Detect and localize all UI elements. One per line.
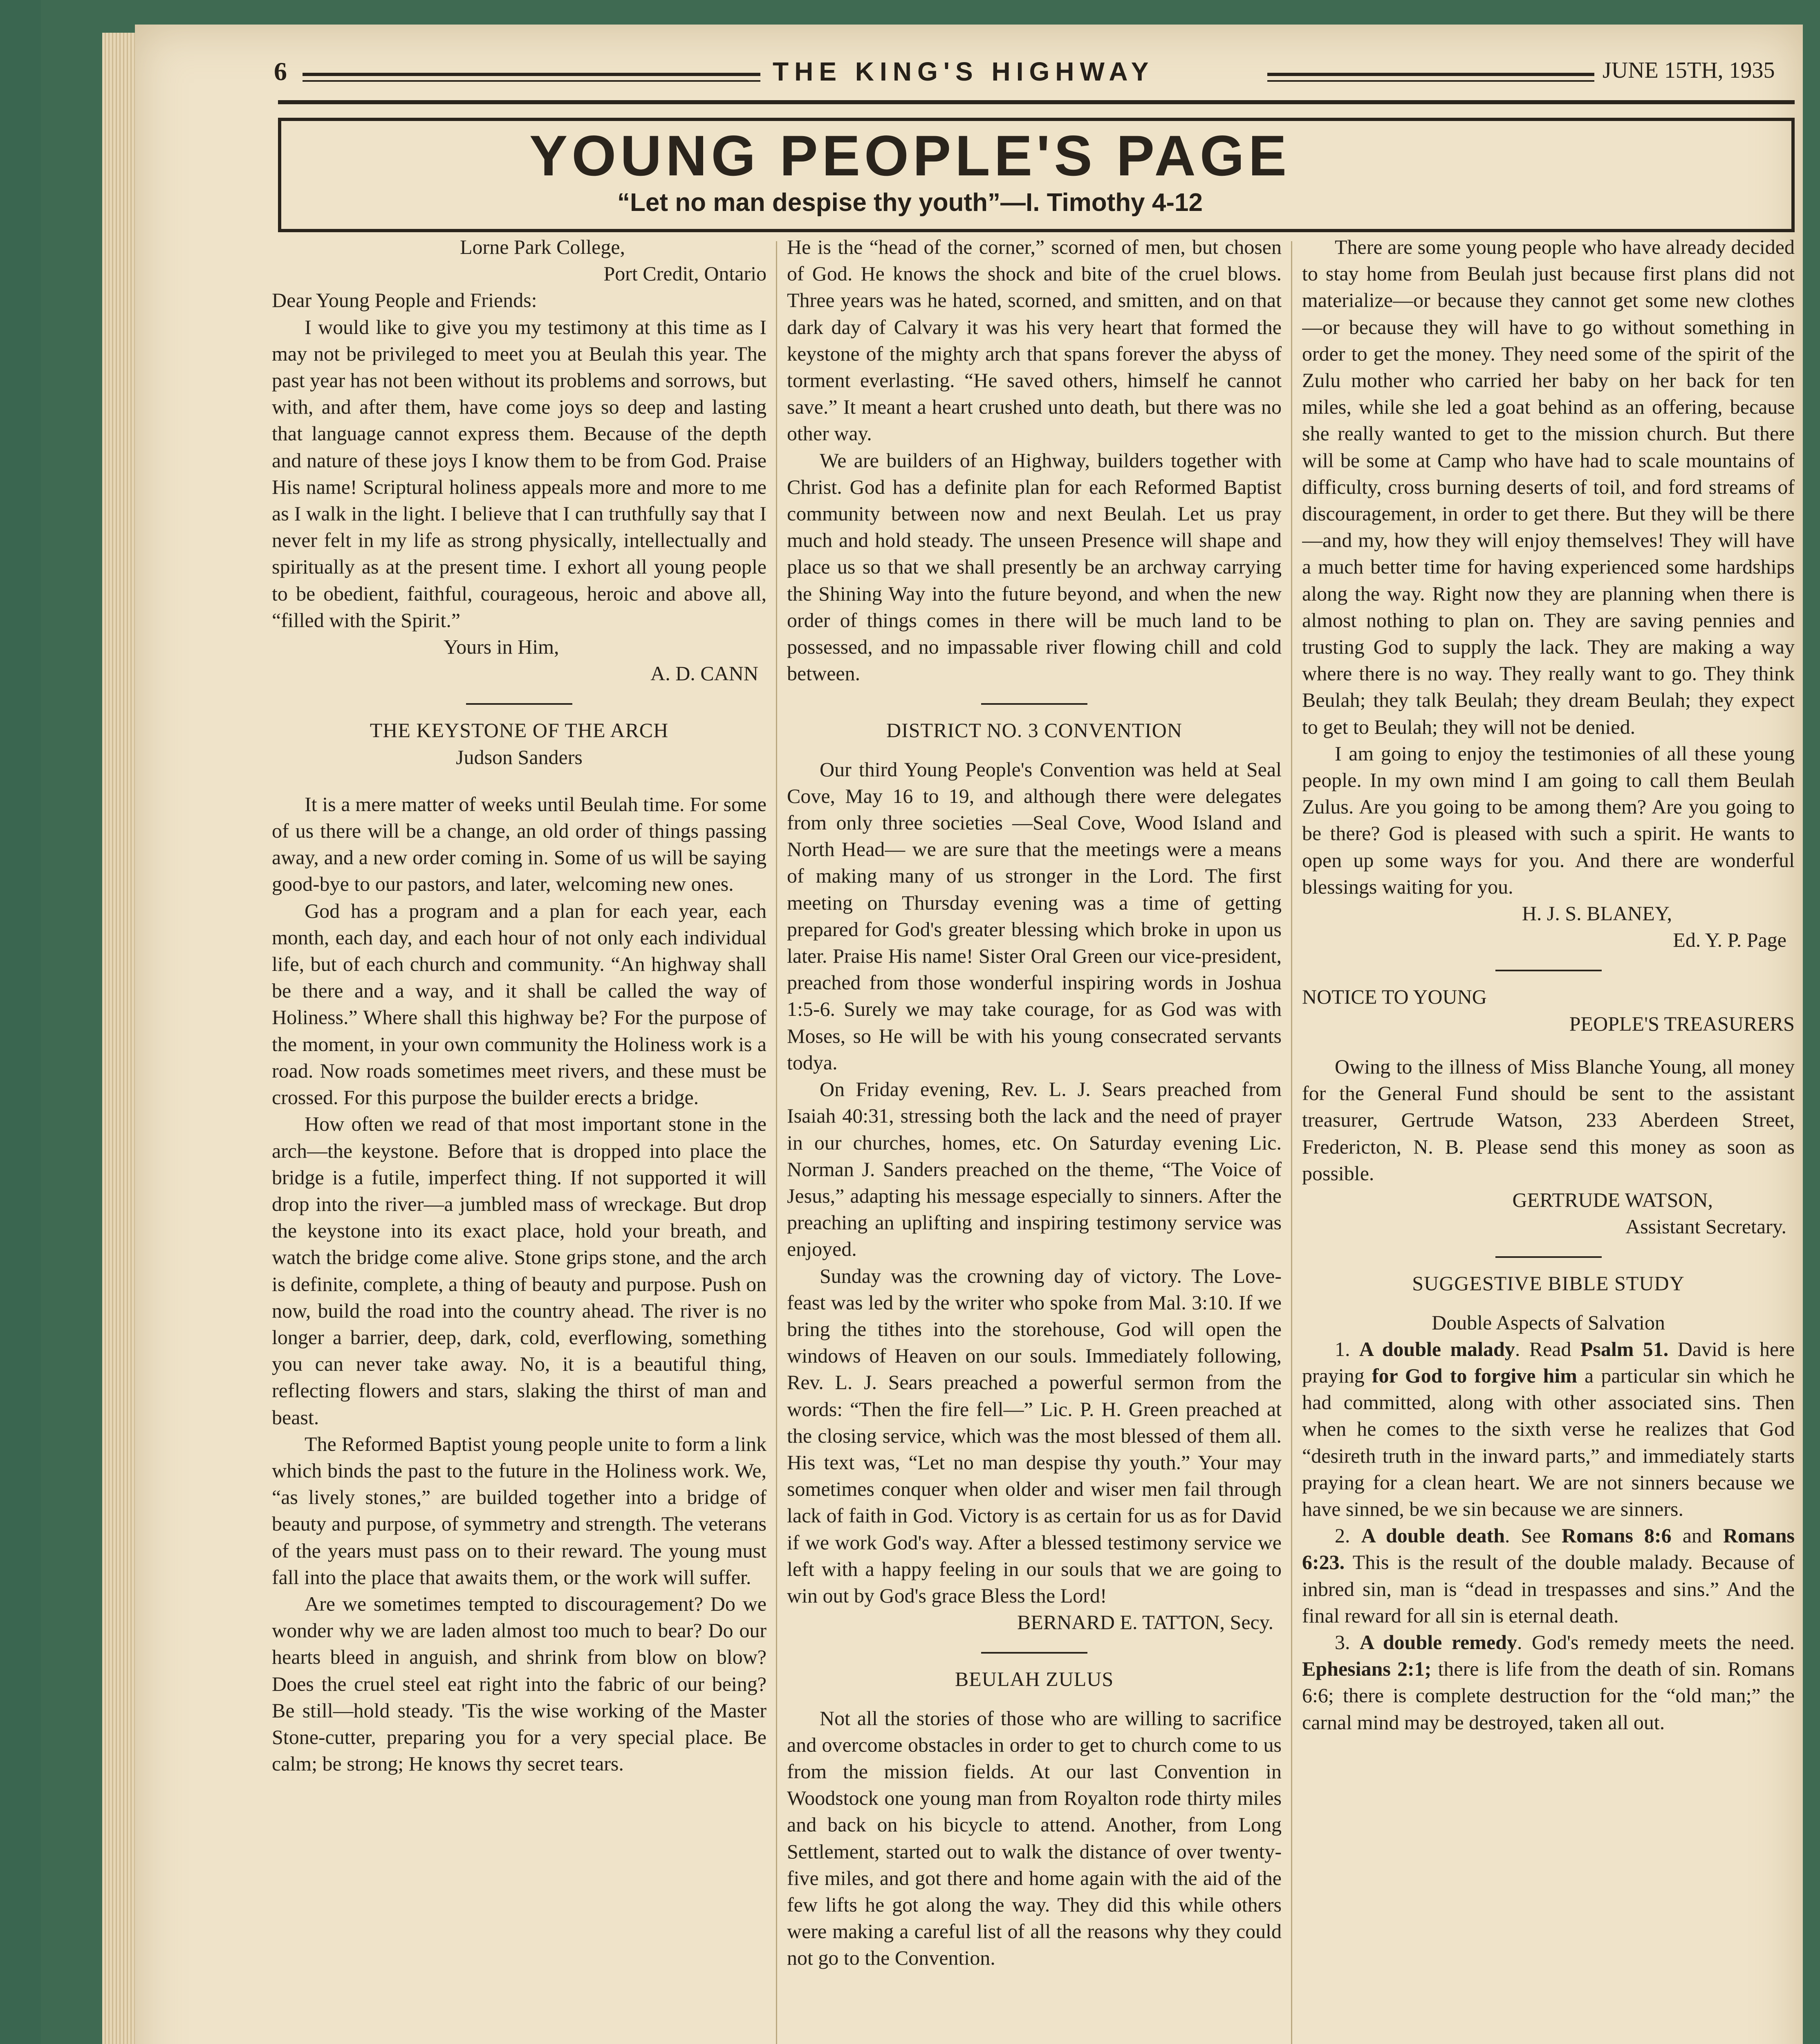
- notice-heading-line1: NOTICE TO YOUNG: [1302, 985, 1487, 1009]
- convention-paragraph: Sunday was the crowning day of victory. The Love-feast was led by the writer who spoke from Mal. 3:10. If we bring the tithes into the storehouse, God will open the windows of Heaven on our souls. Immediately following, Rev. L. J. Sears preached a powerful sermon from the words: “Then the fire fell—” Lic. P. H. Green preached at the closing service, which was the most blessed of them all. His text was, “Let no man despise thy youth.” Your may sometimes conquer when older and wiser men fail through lack of faith in God. Victory is as certain for us as for David if we work God's way. After a blessed testimony service we left with a happy feeling in our souls that we are going to win out by God's grace Bless the Lord!: [787, 1264, 1282, 1607]
- letter-address-1: Lorne Park College,: [460, 235, 625, 258]
- zulus-paragraph: I am going to enjoy the testimonies of all these young people. In my own mind I am going to call them Beulah Zulus. Are you going to be among them? Are you going to be there? God is pleased with such a spirit. He wants to open up some ways for you. And there are wonderful blessings waiting for you.: [1302, 742, 1795, 898]
- notice-body: Owing to the illness of Miss Blanche Young, all money for the General Fund should be sent to the assistant treasurer, Gertrude Watson, 233 Aberdeen Street, Fredericton, N. B. Please send this money as soon as possible.: [1302, 1055, 1795, 1185]
- header-rule-left-thin: [303, 80, 760, 82]
- page-number: 6: [274, 57, 287, 86]
- zulus-signature: H. J. S. BLANEY,: [1522, 902, 1672, 925]
- bible-study-item-2: 2. A double death. See Romans 8:6 and Romans 6:23. This is the result of the double malady. Because of inbred sin, man is “dead in trespasses and sins.” And the final reward for all sin is eternal death.: [1302, 1524, 1795, 1627]
- bible-study-heading: SUGGESTIVE BIBLE STUDY: [1412, 1272, 1685, 1295]
- book-binding: [0, 0, 41, 2044]
- notice-heading-line2: PEOPLE'S TREASURERS: [1569, 1012, 1795, 1035]
- keystone-heading: THE KEYSTONE OF THE ARCH: [370, 719, 669, 742]
- letter-body: I would like to give you my testimony at this time as I may not be privileged to meet you at Beulah this year. The past year has not been without its problems and sorrows, but with, and after them, have come joys so deep and lasting that language cannot express them. Because of the depth and nature of these joys I know them to be from God. Praise His name! Scriptural holiness appeals more and more to me as I walk in the light. I believe that I can truthfully say that I never felt in my life as strong physically, intellectually and spiritually as at the present time. I exhort all young people to be obedient, faithful, courageous, heroic and above all, “filled with the Spirit.”: [272, 315, 767, 632]
- section-divider: [466, 703, 572, 705]
- section-divider: [981, 703, 1087, 705]
- banner-subtitle: “Let no man despise thy youth”—I. Timothy 4-12: [617, 188, 1203, 217]
- notice-signature-title: Assistant Secretary.: [1625, 1215, 1786, 1238]
- column-divider: [776, 241, 777, 2044]
- section-divider: [1495, 970, 1602, 971]
- header-rule-right: [1267, 73, 1594, 76]
- keystone-paragraph: We are builders of an Highway, builders together with Christ. God has a definite plan for each Reformed Baptist community between now and next Beulah. Let us pray much and hold steady. The unseen Presence will shape and place us so that we shall presently be an archway carrying the Shining Way into the future beyond, and when the new order of things comes in there will be much land to be possessed, and no impassable river flowing chill and cold between.: [787, 448, 1282, 685]
- letter-signature: A. D. CANN: [650, 662, 758, 685]
- keystone-paragraph: God has a program and a plan for each year, each month, each day, and each hour of not only each individual life, but of each church and community. “An highway shall be there and a way, and it shall be called the way of Holiness.” Where shall this highway be? For the purpose of the moment, in your own community the Holiness work is a road. Now roads sometimes meet rivers, and these must be crossed. For this purpose the builder erects a bridge.: [272, 899, 767, 1109]
- letter-salutation: Dear Young People and Friends:: [272, 289, 537, 312]
- header-rule-left: [303, 73, 760, 76]
- keystone-paragraph: It is a mere matter of weeks until Beulah time. For some of us there will be a change, an old order of things passing away, and a new order coming in. Some of us will be saying good-bye to our pastors, and later, welcoming new ones.: [272, 792, 767, 896]
- running-title: THE KING'S HIGHWAY: [773, 57, 1154, 86]
- section-divider: [981, 1652, 1087, 1654]
- letter-closing: Yours in Him,: [444, 635, 559, 659]
- zulus-paragraph: Not all the stories of those who are willing to sacrifice and overcome obstacles in order to get to church come to us from the mission fields. At our last Convention in Woodstock one young man from Royalton rode thirty miles and back on his bicycle to attend. Another, from Long Settlement, started out to walk the distance of over twenty-five miles, and got there and home again with the aid of the few lifts he got along the way. They did this while others were making a careful list of all the reasons why they could not go to the Convention.: [787, 1706, 1282, 1970]
- keystone-paragraph: The Reformed Baptist young people unite to form a link which binds the past to the future in the Holiness work. We, “as lively stones,” are builded together into a bridge of beauty and purpose, of symmetry and strength. The veterans of the years must pass on to their reward. The young must fall into the place that awaits them, or the work will suffer.: [272, 1432, 767, 1589]
- bible-study-subheading: Double Aspects of Salvation: [1432, 1311, 1665, 1334]
- column-1: [272, 234, 767, 2044]
- header-rule-right-thin: [1267, 80, 1594, 82]
- zulus-signature-title: Ed. Y. P. Page: [1673, 928, 1786, 952]
- zulus-paragraph: There are some young people who have already decided to stay home from Beulah just because first plans did not materialize—or because they cannot get some new clothes —or because they will have to go without something in order to get the money. They need some of the spirit of the Zulu mother who carried her baby on her back for ten miles, while she led a goat behind as an offering, because she really wanted to get to the mission church. But there will be some at Camp who have had to scale mountains of difficulty, cross burning deserts of toil, and ford streams of discouragement, in order to get there. But they will be there—and my, how they will enjoy themselves! They will have a much better time for having experienced some hardships along the way. Right now they are planning when there is almost nothing to plan on. They are saving pennies and trusting God to supply the lack. They are making a way where there is no way. They really want to go. They think Beulah; they talk Beulah; they dream Beulah; they expect to get to Beulah; they will not be denied.: [1302, 235, 1795, 738]
- column-3: [1302, 234, 1795, 2044]
- zulus-heading: BEULAH ZULUS: [955, 1667, 1114, 1691]
- issue-date: JUNE 15TH, 1935: [1603, 58, 1775, 83]
- column-2: [787, 234, 1282, 2044]
- keystone-paragraph: He is the “head of the corner,” scorned of men, but chosen of God. He knows the shock and bite of the cruel blows. Three years was he hated, scorned, and smitten, and on that dark day of Calvary it was his very heart that formed the keystone of the mighty arch that spans forever the abyss of torment everlasting. “He saved others, himself he cannot save.” It meant a heart crushed unto death, but there was no other way.: [787, 235, 1282, 445]
- keystone-byline: Judson Sanders: [456, 745, 583, 769]
- notice-signature: GERTRUDE WATSON,: [1512, 1188, 1713, 1211]
- convention-signature: BERNARD E. TATTON, Secy.: [1017, 1611, 1273, 1634]
- header-bottom-rule: [278, 100, 1795, 104]
- letter-address-2: Port Credit, Ontario: [603, 262, 767, 285]
- bible-study-item-3: 3. A double remedy. God's remedy meets the need. Ephesians 2:1; there is life from the death of sin. Romans 6:6; there is complete destruction for the “old man;” the carnal mind may be destroyed, taken all out.: [1302, 1630, 1795, 1734]
- banner-title: YOUNG PEOPLE'S PAGE: [529, 123, 1291, 188]
- convention-heading: DISTRICT NO. 3 CONVENTION: [886, 719, 1183, 742]
- convention-paragraph: Our third Young People's Convention was held at Seal Cove, May 16 to 19, and although there were delegates from only three societies —Seal Cove, Wood Island and North Head— we are sure that the meetings were a means of making many of us stronger in the Lord. The first meeting on Thursday evening was a time of getting prepared for God's greater blessing which broke in upon us later. Praise His name! Sister Oral Green our vice-president, preached from those wonderful inspiring words in Joshua 1:5-6. Surely we may take courage, for as God was with Moses, so He will be with his young consecrated servants todya.: [787, 758, 1282, 1074]
- bible-study-item-1: 1. A double malady. Read Psalm 51. David is here praying for God to forgive him a particular sin which he had committed, along with other associated sins. Then when he comes to the sixth verse he realizes that God “desireth truth in the inward parts,” and immediately starts praying for a clean heart. We are not sinners because we have sinned, be we sin because we are sinners.: [1302, 1337, 1795, 1520]
- column-divider: [1291, 241, 1292, 2044]
- keystone-paragraph: Are we sometimes tempted to discouragement? Do we wonder why we are laden almost too much to bear? Do our hearts bleed in anguish, and shrink from blow on blow? Does the cruel steel eat right into the fabric of our being? Be still—hold steady. 'Tis the wise working of the Master Stone-cutter, preparing you for a very special place. Be calm; be strong; He knows thy secret tears.: [272, 1592, 767, 1775]
- section-divider: [1495, 1256, 1602, 1258]
- convention-paragraph: On Friday evening, Rev. L. J. Sears preached from Isaiah 40:31, stressing both the lack and the need of prayer in our churches, homes, etc. On Saturday evening Lic. Norman J. Sanders preached on the theme, “The Voice of Jesus,” adapting his message especially to sinners. After the preaching an uplifting and inspiring testimony service was enjoyed.: [787, 1078, 1282, 1261]
- keystone-paragraph: How often we read of that most important stone in the arch—the keystone. Before that is dropped into place the bridge is a futile, imperfect thing. If not supported it will drop into the river—a jumbled mass of wreckage. But drop the keystone into its exact place, hold your breath, and watch the bridge come alive. Stone grips stone, and the arch is definite, complete, a thing of beauty and purpose. Push on now, build the road into the country ahead. The river is no longer a barrier, deep, dark, cold, everflowing, something you can never take away. No, it is a beautiful thing, reflecting flowers and stars, slaking the thirst of man and beast.: [272, 1112, 767, 1429]
